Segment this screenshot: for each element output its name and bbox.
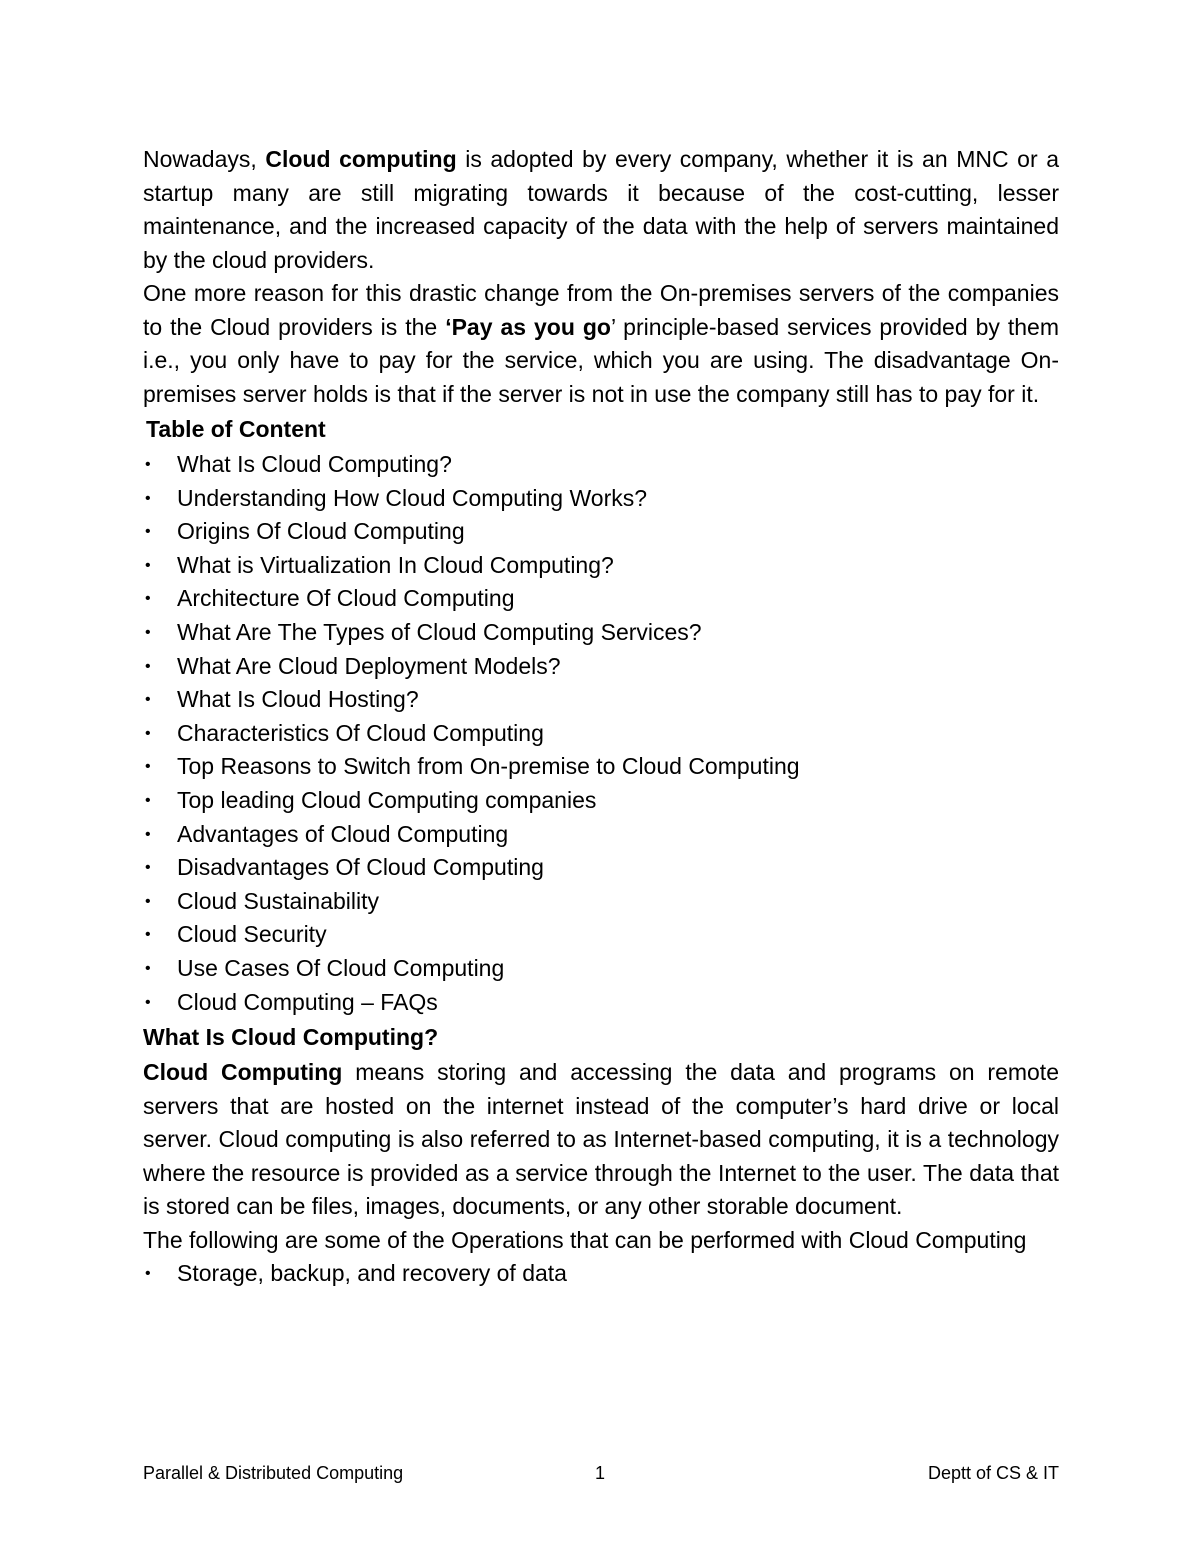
bullet-icon: • [145, 556, 151, 574]
bullet-icon: • [145, 791, 151, 809]
bullet-icon: • [145, 892, 151, 910]
toc-item-label: Top Reasons to Switch from On-premise to Cloud Computing [177, 753, 800, 780]
toc-item[interactable] [143, 986, 1059, 1020]
toc-item-label: Cloud Security [177, 921, 327, 948]
toc-item[interactable] [143, 952, 1059, 986]
page-footer [143, 1460, 1059, 1486]
intro-p2-after: ’ principle-based services provided by them i.e., you only have to pay for the service, which you are using. The disadvantage On-premises server holds is that if the server is not in use the company still has to pay for it. [143, 313, 1059, 407]
toc-item[interactable] [143, 582, 1059, 616]
toc-item-label: What Is Cloud Computing? [177, 451, 452, 477]
footer-course-title: Parallel & Distributed Computing [143, 1463, 404, 1483]
toc-item-label: What Are The Types of Cloud Computing Services? [177, 618, 702, 645]
document-page [143, 143, 1059, 1291]
toc-item[interactable] [143, 650, 1059, 684]
toc-item-label: Top leading Cloud Computing companies [177, 786, 597, 813]
bullet-icon: • [145, 724, 151, 742]
toc-item[interactable] [143, 683, 1059, 717]
section-paragraph-1 [143, 1056, 1059, 1224]
toc-item-label: Architecture Of Cloud Computing [177, 585, 515, 612]
bullet-icon: • [145, 657, 151, 675]
bullet-icon: • [145, 456, 151, 473]
toc-item-label: What Are Cloud Deployment Models? [177, 652, 561, 679]
toc-item-label: What is Virtualization In Cloud Computing? [177, 551, 614, 578]
section-paragraph-2: The following are some of the Operations that can be performed with Cloud Computing [143, 1226, 1027, 1253]
bullet-icon: • [145, 1265, 151, 1283]
intro-p1-after: is adopted by every company, whether it is an MNC or a startup many are still migrating towards it because of the cost-cutting, lesser maintenance, and the increased capacity of the data with the help of servers maintained by the cloud providers. [143, 146, 1059, 273]
intro-p2-bold: ‘Pay as you go [445, 313, 611, 340]
intro-p1-bold: Cloud computing [265, 146, 457, 172]
toc-item-label: What Is Cloud Hosting? [177, 686, 419, 713]
toc-item-label: Origins Of Cloud Computing [177, 518, 465, 545]
bullet-icon: • [145, 523, 151, 541]
toc-item[interactable] [143, 482, 1059, 516]
toc-item-label: Advantages of Cloud Computing [177, 820, 509, 847]
toc-item-label: Use Cases Of Cloud Computing [177, 954, 505, 981]
toc-item[interactable] [143, 549, 1059, 583]
bullet-icon: • [145, 691, 151, 709]
bullet-icon: • [145, 926, 151, 944]
toc-item[interactable] [143, 448, 1059, 482]
toc-item-label: Disadvantages Of Cloud Computing [177, 854, 544, 881]
operation-item-label: Storage, backup, and recovery of data [177, 1260, 567, 1287]
toc-item[interactable] [143, 784, 1059, 818]
toc-item[interactable] [143, 750, 1059, 784]
intro-paragraph-2 [143, 277, 1059, 411]
bullet-icon: • [145, 489, 151, 507]
toc-heading: Table of Content [146, 416, 326, 442]
section-p1-bold: Cloud Computing [143, 1059, 343, 1086]
section-p1-after: means storing and accessing the data and programs on remote servers that are hosted on the internet instead of the computer’s hard drive or local server. Cloud computing is also referred to as Internet-based computing, it is a technology where the resource is provided as a service through the Internet to the user. The data that is stored can be files, images, documents, or any other storable document. [143, 1059, 1059, 1220]
section-heading: What Is Cloud Computing? [143, 1024, 439, 1051]
toc-item-label: Cloud Sustainability [177, 887, 380, 914]
toc-item-label: Characteristics Of Cloud Computing [177, 719, 544, 746]
toc-item[interactable] [143, 918, 1059, 952]
toc-item[interactable] [143, 885, 1059, 919]
toc-item-label: Cloud Computing – FAQs [177, 988, 438, 1015]
intro-paragraph-1 [143, 143, 1059, 277]
operation-item [143, 1257, 1059, 1291]
bullet-icon: • [145, 993, 151, 1011]
toc-item[interactable] [143, 616, 1059, 650]
bullet-icon: • [145, 859, 151, 877]
toc-item-label: Understanding How Cloud Computing Works? [177, 484, 648, 511]
toc-item[interactable] [143, 851, 1059, 885]
bullet-icon: • [145, 758, 151, 776]
toc-item[interactable] [143, 717, 1059, 751]
toc-item[interactable] [143, 515, 1059, 549]
bullet-icon: • [145, 825, 151, 843]
toc-list [143, 448, 1059, 1019]
toc-item[interactable] [143, 818, 1059, 852]
operations-list [143, 1257, 1059, 1291]
footer-page-number: 1 [595, 1463, 606, 1483]
footer-department: Deptt of CS & IT [927, 1463, 1059, 1483]
intro-p2-before: One more reason for this drastic change from the On-premises servers of the companies to the Cloud providers is the [143, 280, 1059, 340]
bullet-icon: • [145, 959, 151, 977]
bullet-icon: • [145, 623, 151, 641]
intro-p1-before: Nowadays, [143, 146, 266, 172]
bullet-icon: • [145, 590, 151, 608]
